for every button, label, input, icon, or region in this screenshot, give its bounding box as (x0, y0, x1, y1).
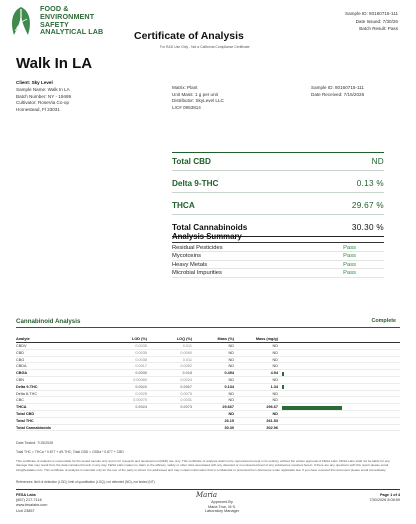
mass-percent-cell: ND (228, 344, 234, 348)
analysis-result: Pass (343, 261, 356, 268)
mass-mg-cell: ND (272, 377, 278, 382)
column-header: Analyte (16, 337, 30, 341)
disclaimer-text: For R&D Use Only - Not a California Compliance Certificate (160, 45, 250, 49)
table-header (16, 336, 400, 343)
lod-cell: 0.0022 (135, 384, 147, 389)
sample-id: Sample ID: 80160715-111 (311, 85, 364, 90)
summary-label: THCA (172, 200, 195, 210)
signature: Maria (196, 491, 218, 499)
analysis-summary-title: Analysis Summary (172, 232, 384, 243)
summary-row-total-cbd (172, 152, 384, 171)
analyte-cell: CBGA (16, 371, 28, 376)
analysis-result: Pass (343, 270, 356, 277)
lod-cell: 0.00080 (133, 377, 147, 382)
cultivator: Cultivator: RoseVia Co-op (16, 100, 70, 106)
header-meta (345, 10, 398, 33)
mass-mg-cell: 4.94 (270, 371, 278, 376)
table-row (16, 363, 400, 370)
sample-name: Sample Name: Walk In LA (16, 86, 70, 92)
section-divider (16, 327, 400, 328)
page-number: Page 1 of 4 (379, 493, 400, 497)
table-row (16, 404, 400, 411)
loq-cell: 0.0052 (180, 364, 192, 369)
analyte-cell: CBD (16, 350, 25, 355)
mass-mg-cell: ND (272, 357, 278, 362)
summary-row-thca (172, 196, 384, 215)
lod-cell: 0.0038 (135, 357, 147, 362)
loq-cell: 0.0073 (180, 405, 192, 410)
mass-bar (282, 406, 342, 410)
analyte-cell: CBDA (16, 364, 27, 369)
analysis-row (172, 252, 384, 260)
lod-cell: 0.0024 (135, 405, 147, 410)
mass-percent-cell: 26.15 (224, 418, 234, 423)
table-row (16, 377, 400, 384)
table-row (16, 357, 400, 364)
cannabinoid-analysis-status: Complete (371, 318, 396, 324)
footer-phone: (657) 217-7116 (16, 498, 42, 503)
summary-label: Total CBD (172, 157, 211, 166)
matrix-info (172, 85, 224, 111)
table-row (16, 425, 400, 432)
table-row (16, 391, 400, 398)
column-header: LOD (%) (132, 337, 147, 341)
loq-cell: 0.0090 (180, 350, 192, 355)
mass-percent-cell: 29.667 (222, 405, 234, 410)
header-date-issued: Date Issued: 7/30/26 (355, 18, 398, 24)
lod-cell: 0.0025 (135, 391, 147, 396)
sample-title: Walk In LA (16, 55, 93, 72)
summary-value: 30.30 % (351, 222, 384, 232)
document-title: Certificate of Analysis (134, 30, 244, 42)
analyte-cell: Total Cannabinoids (16, 425, 51, 430)
analysis-row (172, 261, 384, 269)
legal-disclaimer: This certificate of analysis is responsible for the tested sample only and is for research and development (R&D) use only. This certificate of analysis shall not be reproduced except in its entirety, without the written approval of FESA Labs. FESA Labs shall not be liable for any damage that may result from the data contained herein in any way. FESA Labs makes no claim to the efficacy, safety or other risks associated with any detected or non-detected level of any substances reported herein. If there are any questions with this report please email info@fesalabs.com. This certificate of analysis is intended only for the use of the party to whom it is addressed and may contain information that is confidential or protected from disclosure under applicable law. If you have received this document please email immediately. (16, 459, 390, 472)
table-row (16, 350, 400, 357)
column-header: Mass (%) (217, 337, 234, 341)
date-received: Date Received: 7/15/2026 (311, 91, 365, 97)
loq-cell: 0.011 (182, 344, 192, 348)
lab-name-line: ENVIRONMENT (40, 11, 95, 21)
analyte-cell: CBDV (16, 344, 27, 348)
table-row (16, 343, 400, 350)
header-batch-result: Batch Result: Pass (359, 26, 398, 32)
cannabinoid-analysis-title: Cannabinoid Analysis (16, 318, 81, 325)
analyte-cell: CBN (16, 377, 25, 382)
footer-contact (16, 493, 47, 514)
mass-mg-cell: 1.34 (270, 384, 278, 389)
unit-mass: Unit Mass: 1 g per unit (172, 91, 218, 97)
column-header: LOQ (%) (176, 337, 192, 341)
matrix: Matrix: Plant (172, 85, 198, 90)
analysis-row (172, 244, 384, 252)
lab-name-line: ANALYTICAL LAB (40, 27, 104, 37)
date-tested: Date Tested: 7/15/2026 (16, 441, 54, 445)
mass-mg-cell: ND (272, 391, 278, 396)
cannabinoid-table (16, 336, 400, 431)
lab-name (40, 5, 103, 36)
mass-percent-cell: 30.30 (224, 425, 234, 430)
references: References: limit of detection (LOD), limit of quantitation (LOQ), not detected (ND), not tested (NT) (16, 480, 155, 484)
mass-percent-cell: 0.134 (224, 384, 234, 389)
table-row (16, 418, 400, 425)
mass-bar (282, 385, 284, 389)
analysis-label: Microbial Impurities (172, 270, 222, 277)
table-row (16, 384, 400, 391)
mass-mg-cell: ND (272, 350, 278, 355)
footer-page-info (369, 493, 400, 504)
footer-timestamp: 7/30/2026 8:08:59 (369, 498, 400, 503)
potency-summary (172, 152, 384, 237)
analyte-cell: Delta 8-THC (16, 391, 38, 396)
analyte-cell: THCA (16, 405, 27, 410)
analyte-cell: Delta 9-THC (16, 384, 38, 389)
lod-cell: 0.0030 (135, 371, 147, 376)
summary-value: 0.13 % (356, 178, 384, 188)
batch-number: Batch Number: NY - 19469 (16, 93, 72, 99)
approved-by-label: Approved By (211, 500, 233, 504)
loq-cell: 0.0031 (180, 398, 192, 403)
lab-logo (8, 5, 128, 39)
analyte-cell: Total THC (16, 418, 34, 423)
footer-approval (192, 500, 252, 514)
analyte-cell: CBG (16, 357, 25, 362)
analysis-label: Residual Pesticides (172, 245, 223, 251)
distributor: Distributor: SkyLevel LLC (172, 98, 224, 104)
mass-mg-cell: 296.67 (266, 405, 278, 410)
mass-percent-cell: ND (228, 364, 234, 369)
loq-cell: 0.018 (182, 371, 192, 376)
mass-percent-cell: ND (228, 357, 234, 362)
footer-divider (16, 489, 400, 490)
mass-mg-cell: 261.53 (266, 418, 278, 423)
mass-percent-cell: ND (228, 411, 234, 416)
loq-cell: 0.0024 (180, 377, 192, 382)
license-number: LIC# 0953814 (172, 104, 201, 110)
analysis-summary (172, 232, 384, 278)
analyte-cell: CBC (16, 398, 25, 403)
summary-label: Delta 9-THC (172, 178, 219, 188)
mass-percent-cell: ND (228, 391, 234, 396)
lod-cell: 0.0035 (135, 350, 147, 355)
mass-percent-cell: ND (228, 377, 234, 382)
sample-id-info (311, 85, 364, 98)
client-name: Client: Sky Level (16, 80, 53, 85)
analysis-result: Pass (343, 253, 356, 260)
lod-cell: 0.00070 (133, 398, 147, 403)
analysis-label: Mycotoxins (172, 253, 201, 260)
analyte-cell: Total CBD (16, 411, 35, 416)
table-row (16, 411, 400, 418)
table-row (16, 397, 400, 404)
summary-value: ND (371, 157, 384, 166)
mass-mg-cell: ND (272, 364, 278, 369)
analysis-result: Pass (343, 245, 356, 251)
location: Homestead, Fl 33031 (16, 107, 60, 113)
client-info (16, 80, 71, 114)
column-header: Mass (mg/g) (255, 337, 278, 341)
summary-row-delta9-thc (172, 174, 384, 193)
loq-cell: 0.011 (182, 357, 192, 362)
summary-value: 29.67 % (351, 200, 384, 210)
mass-mg-cell: ND (272, 398, 278, 403)
approver-name: Maria True, M.S. (207, 504, 237, 509)
table-row (16, 370, 400, 377)
lod-cell: 0.0035 (135, 344, 147, 348)
footer-license: Lic# 23857 (16, 508, 35, 513)
total-formula: Total THC = THCa * 0.877 + d9-THC; Total CBD = CBDa * 0.877 + CBD (16, 450, 124, 454)
lab-name-line: SAFETY (40, 19, 69, 29)
lod-cell: 0.0017 (135, 364, 147, 369)
summary-label: Total Cannabinoids (172, 222, 248, 232)
lab-name-line: FOOD & (40, 4, 69, 13)
leaf-logo-icon (8, 5, 34, 39)
mass-mg-cell: ND (272, 344, 278, 348)
approver-role: Laboratory Manager (204, 509, 240, 514)
mass-mg-cell: 302.96 (266, 425, 278, 430)
table-body (16, 343, 400, 431)
mass-percent-cell: ND (228, 398, 234, 403)
mass-percent-cell: 0.494 (224, 371, 234, 376)
footer-website: www.fesalabs.com (16, 503, 48, 508)
footer-company: FESA Labs (16, 493, 36, 497)
loq-cell: 0.0067 (180, 384, 192, 389)
analysis-row (172, 269, 384, 277)
loq-cell: 0.0075 (180, 391, 192, 396)
mass-mg-cell: ND (272, 411, 278, 416)
header-sample-id: Sample ID: 80160715-111 (345, 11, 398, 16)
analysis-label: Heavy Metals (172, 261, 208, 268)
mass-bar (282, 372, 284, 376)
mass-percent-cell: ND (228, 350, 234, 355)
